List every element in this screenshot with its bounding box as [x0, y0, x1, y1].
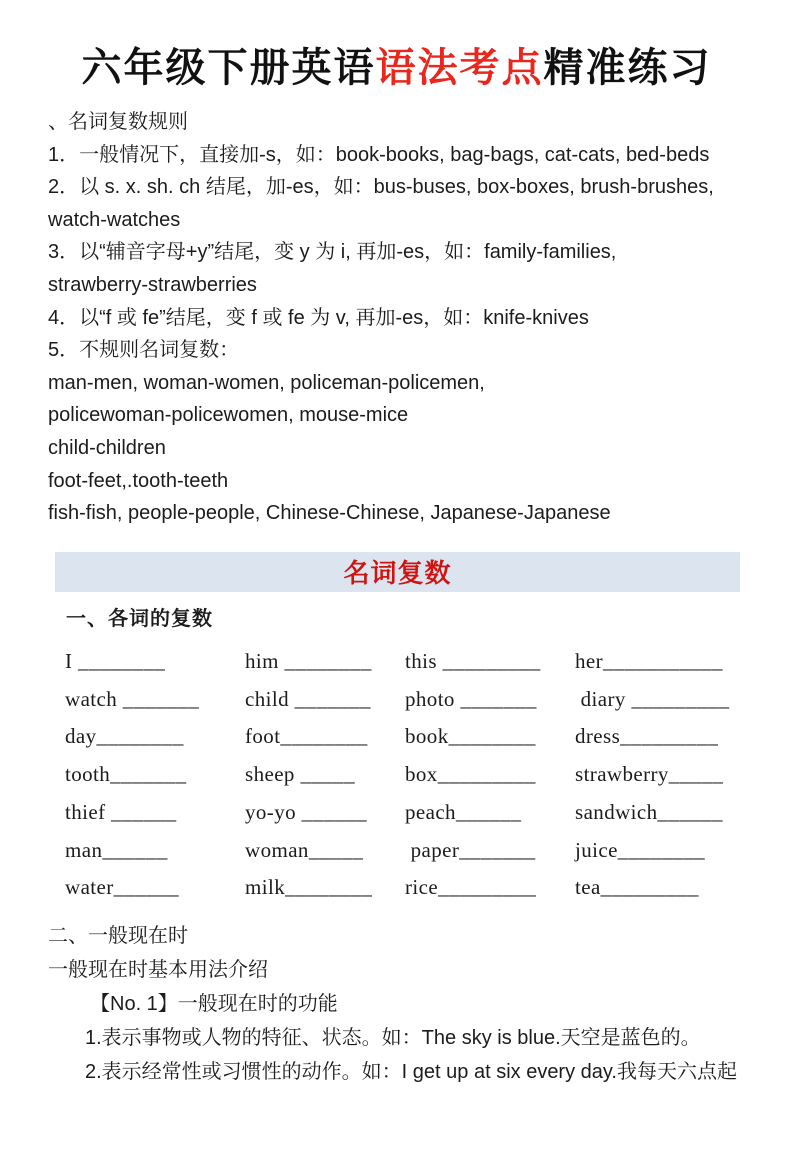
rule-line: 1．一般情况下，直接加-s，如：book-books, bag-bags, cat-cats, bed-beds [48, 143, 710, 166]
title-post: 精准练习 [543, 46, 712, 90]
exercise-cell: day________ [65, 724, 184, 749]
present-tense-no1-title: 【No. 1】一般现在时的功能 [90, 992, 338, 1015]
exercise-cell: foot________ [245, 724, 368, 749]
title-highlight: 语法考点 [375, 46, 544, 90]
rule-line: 5．不规则名词复数： [48, 339, 240, 362]
rule-line: 3．以“辅音字母+y”结尾，变 y 为 i, 再加-es，如：family-families, [48, 241, 617, 264]
exercise-cell: child _______ [245, 686, 371, 711]
plural-exercise-table [65, 643, 793, 907]
title-pre: 六年级下册英语 [81, 46, 376, 90]
exercise-cell: book________ [405, 724, 536, 749]
rule-line: watch-watches [48, 208, 181, 231]
rule-line: child-children [48, 436, 166, 459]
section-banner-label: 名词复数 [343, 558, 452, 589]
exercise-cell: her___________ [575, 649, 723, 674]
exercise-cell: thief ______ [65, 799, 177, 824]
exercise-cell: strawberry_____ [575, 762, 724, 787]
exercise-cell: juice________ [575, 837, 706, 862]
present-tense-section [48, 919, 753, 1089]
exercise-cell: this _________ [405, 649, 541, 674]
present-tense-point: 2.表示经常性或习惯性的动作。如：I get up at six every day.我每天六点起 [85, 1060, 737, 1083]
rule-line: 4．以“f 或 fe”结尾，变 f 或 fe 为 v, 再加-es，如：knife-knives [48, 306, 589, 329]
exercise-cell: sheep _____ [245, 762, 355, 787]
exercise-cell: rice_________ [405, 875, 537, 900]
exercise-cell: water______ [65, 875, 180, 900]
rule-line: man-men, woman-women, policeman-policemen, [48, 371, 485, 394]
rules-heading: 、名词复数规则 [48, 111, 188, 133]
section-banner [55, 552, 740, 592]
rule-line: policewoman-policewomen, mouse-mice [48, 404, 409, 427]
exercise-cell: dress_________ [575, 724, 719, 749]
rule-line: foot-feet,.tooth-teeth [48, 469, 229, 492]
exercise-cell: photo _______ [405, 686, 537, 711]
exercise-cell: milk________ [245, 875, 373, 900]
rule-line: 2．以 s. x. sh. ch 结尾，加-es，如：bus-buses, box-boxes, brush-brushes, [48, 176, 714, 199]
exercise-cell: watch _______ [65, 686, 200, 711]
exercise-cell: woman_____ [245, 837, 364, 862]
rule-line: fish-fish, people-people, Chinese-Chinese, Japanese-Japanese [48, 502, 611, 525]
exercise-cell: box_________ [405, 762, 536, 787]
exercise-heading: 一、各词的复数 [66, 607, 213, 630]
exercise-cell: man______ [65, 837, 168, 862]
exercise-cell: him ________ [245, 649, 372, 674]
rule-line: strawberry-strawberries [48, 273, 257, 296]
plural-rules-section [48, 106, 747, 530]
page-title [0, 44, 793, 92]
exercise-cell: diary _________ [575, 686, 730, 711]
exercise-cell: I ________ [65, 649, 166, 674]
present-tense-subheading: 一般现在时基本用法介绍 [48, 958, 268, 981]
present-tense-point: 1.表示事物或人物的特征、状态。如：The sky is blue.天空是蓝色的。 [85, 1026, 701, 1049]
exercise-cell: sandwich______ [575, 799, 723, 824]
exercise-cell: paper_______ [405, 837, 536, 862]
exercise-cell: yo-yo ______ [245, 799, 368, 824]
present-tense-heading: 二、一般现在时 [48, 924, 188, 947]
exercise-cell: tea_________ [575, 875, 699, 900]
exercise-cell: peach______ [405, 799, 522, 824]
exercise-cell: tooth_______ [65, 762, 187, 787]
worksheet-page [0, 44, 793, 1166]
